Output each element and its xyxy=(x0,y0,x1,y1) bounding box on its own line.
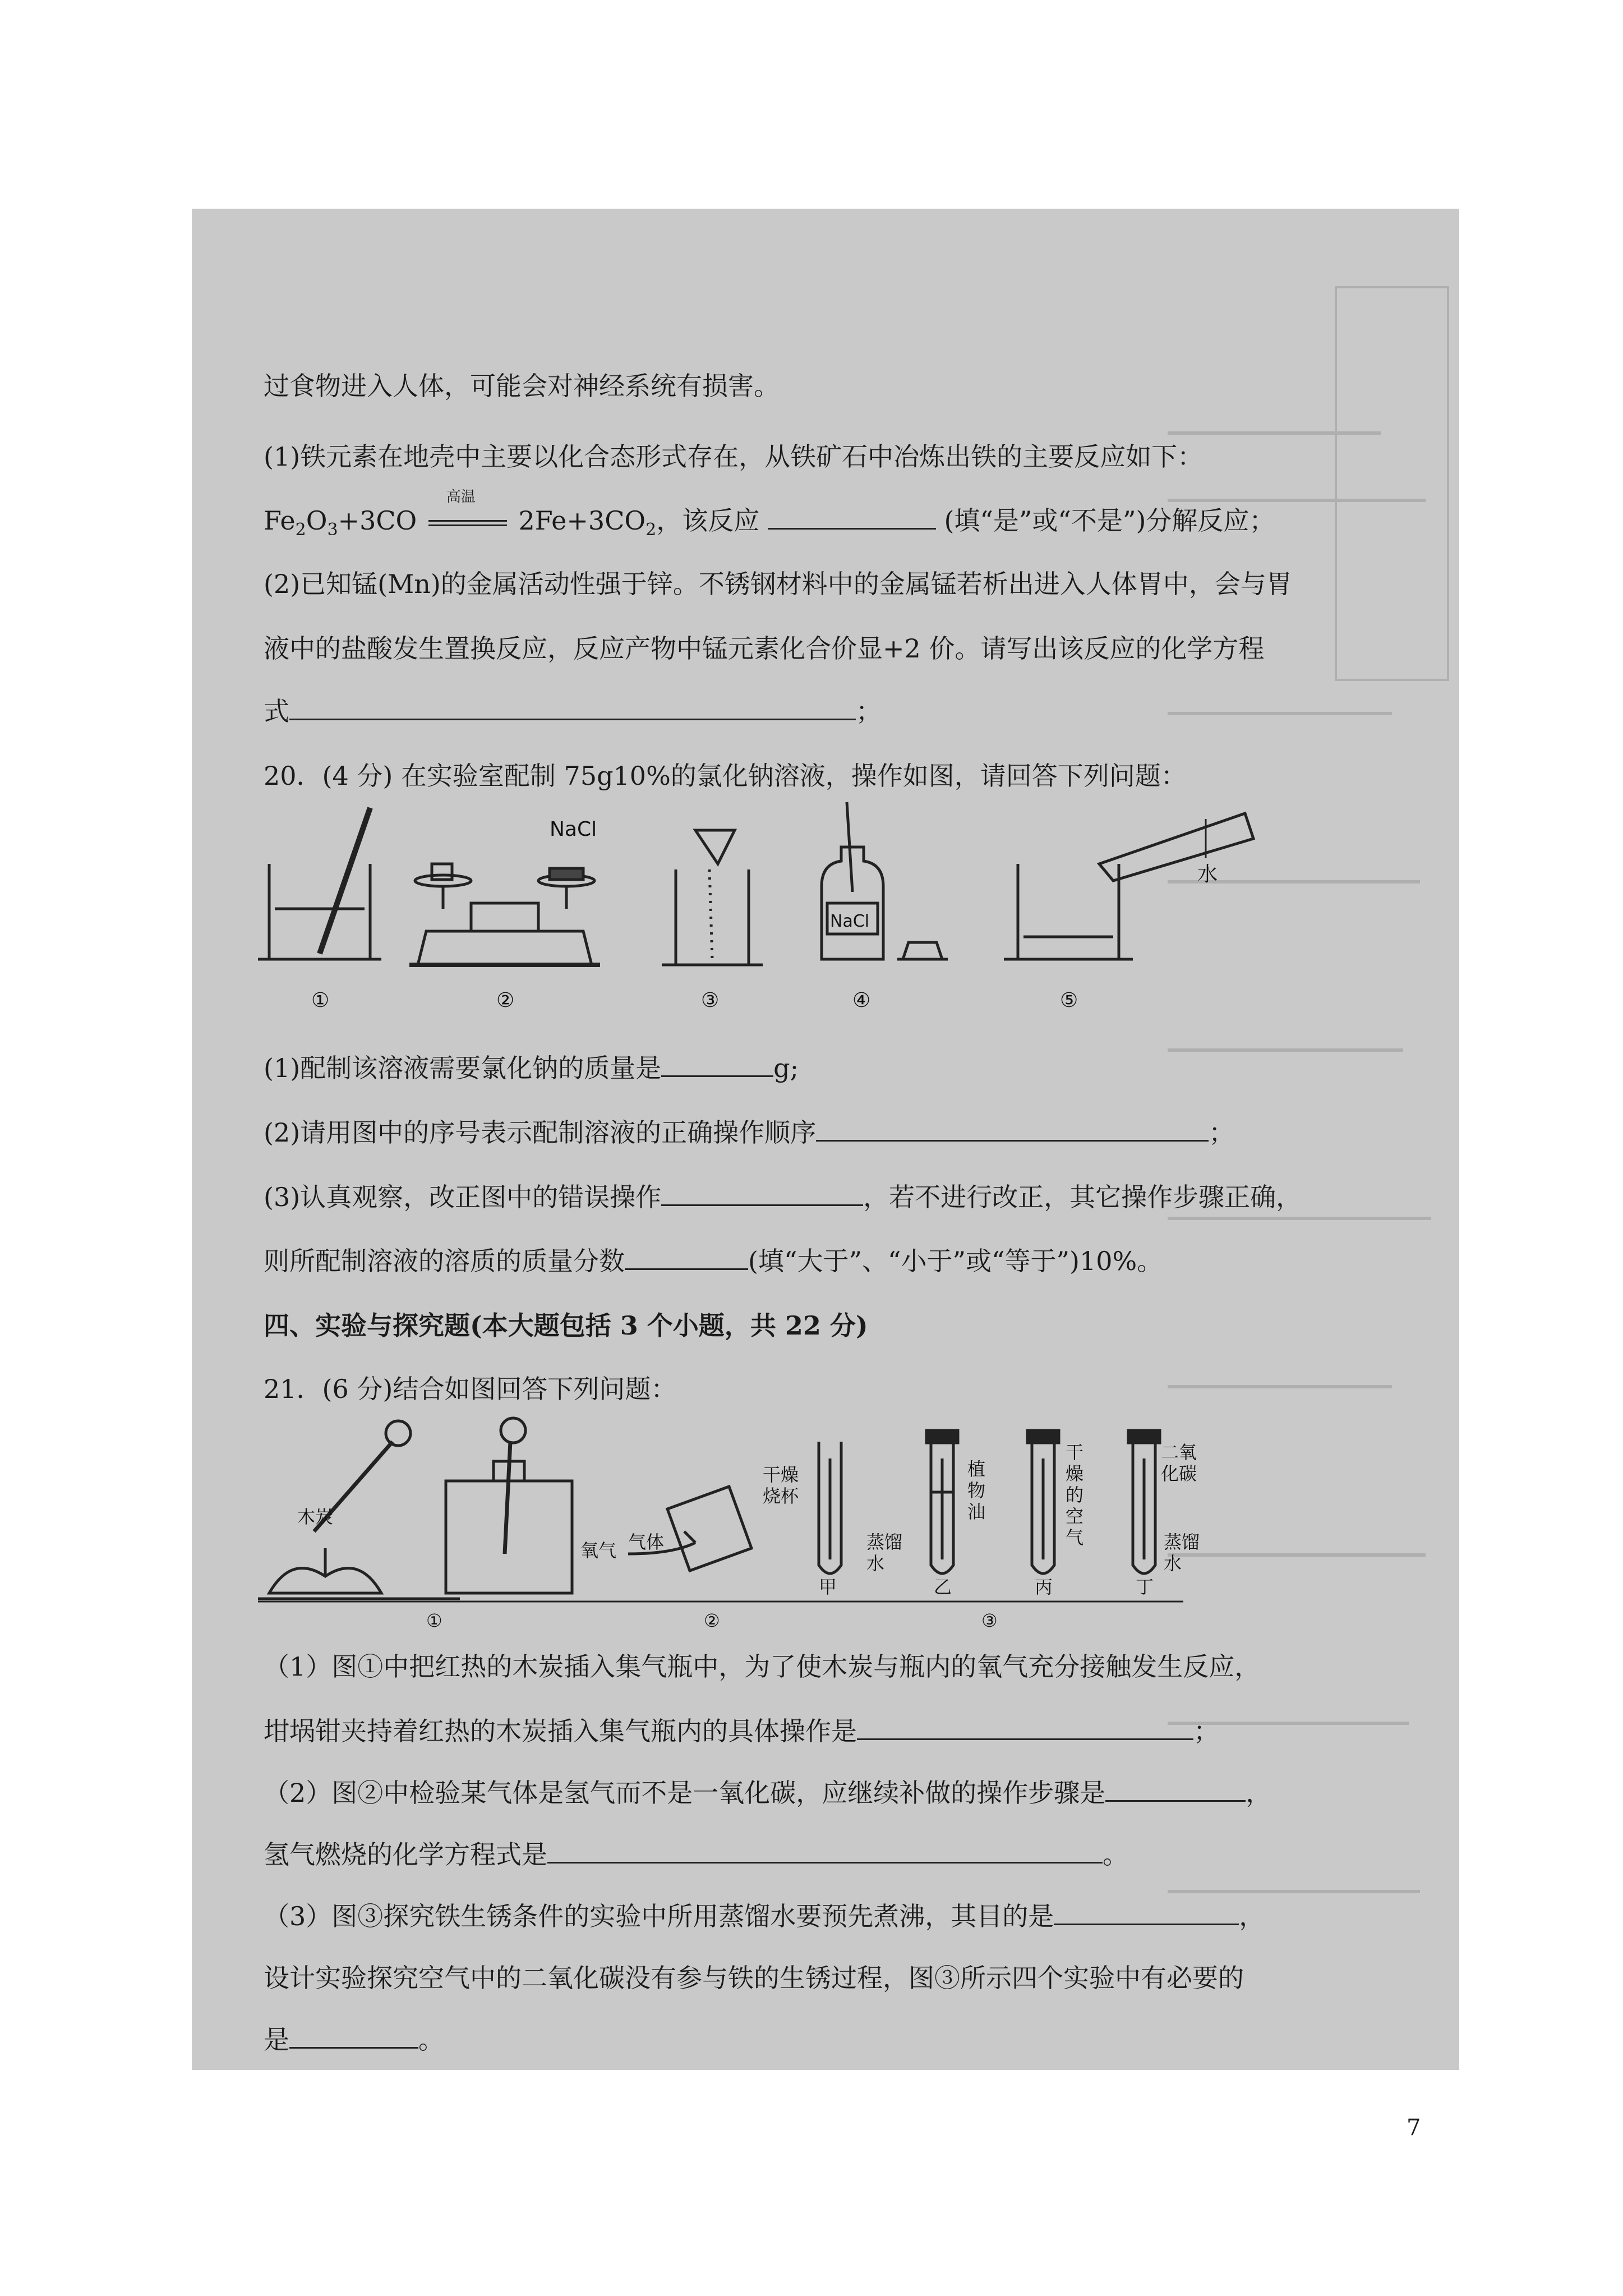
answer-blank-20-3[interactable] xyxy=(661,1182,863,1206)
text-line-6-b: ； xyxy=(856,696,882,726)
nacl-bottle-label: NaCl xyxy=(830,912,870,931)
answer-blank-21-1[interactable] xyxy=(857,1716,1193,1740)
answer-blank-21-3[interactable] xyxy=(547,1839,1103,1864)
dry-air-label-1: 干 xyxy=(1066,1442,1084,1463)
fig20-label-5: ⑤ xyxy=(1060,989,1078,1012)
distilled-label-b-2: 水 xyxy=(1164,1553,1182,1574)
tube-label-jia: 甲 xyxy=(819,1576,837,1598)
co2-label-1: 二氧 xyxy=(1161,1442,1197,1463)
fig21-label-3: ③ xyxy=(981,1610,998,1631)
eq-3co: +3CO xyxy=(338,505,417,536)
tube-label-bing: 丙 xyxy=(1035,1576,1053,1598)
answer-blank-21-5[interactable] xyxy=(289,2024,418,2049)
tube-label-ding: 丁 xyxy=(1136,1576,1154,1598)
fig20-label-4: ④ xyxy=(852,989,871,1012)
q20-3 xyxy=(264,1177,1302,1214)
answer-blank-21-4[interactable] xyxy=(1054,1901,1239,1925)
answer-blank-19-1[interactable] xyxy=(768,505,936,530)
gas-label: 气体 xyxy=(628,1531,665,1553)
question-20: 20．(4 分) 在实验室配制 75g10%的氯化钠溶液，操作如图，请回答下列问题： xyxy=(264,761,1187,791)
q21-3-d-line xyxy=(264,2019,444,2056)
high-temp-label: 高温 xyxy=(446,489,476,505)
distilled-label-b-1: 蒸馏 xyxy=(1164,1531,1200,1553)
water-label: 水 xyxy=(1197,863,1218,886)
q20-2-a: (2)请用图中的序号表示配制溶液的正确操作顺序 xyxy=(264,1117,817,1148)
text-line-6-a: 式 xyxy=(264,696,289,726)
dry-beaker-label-1: 干燥 xyxy=(763,1464,799,1485)
fig20-label-1: ① xyxy=(311,989,330,1012)
q20-1-b: g; xyxy=(773,1053,799,1083)
text-line-4: (2)已知锰(Mn)的金属活动性强于锌。不锈钢材料中的金属锰若析出进入人体胃中，会与胃 xyxy=(264,569,1292,599)
q21-2 xyxy=(264,1773,1271,1810)
q20-3-b: ，若不进行改正，其它操作步骤正确， xyxy=(863,1182,1302,1212)
q21-3-d: 是 xyxy=(264,2024,289,2055)
q20-1-a: (1)配制该溶液需要氯化钠的质量是 xyxy=(264,1053,662,1083)
text-line-1: 过食物进入人体，可能会对神经系统有损害。 xyxy=(264,371,780,401)
q20-4 xyxy=(264,1241,1163,1278)
section-4-heading: 四、实验与探究题(本大题包括 3 个小题，共 22 分) xyxy=(264,1310,868,1341)
veg-oil-label-3: 油 xyxy=(967,1501,986,1522)
q20-3-a: (3)认真观察，改正图中的错误操作 xyxy=(264,1182,662,1212)
q21-2-c: 氢气燃烧的化学方程式是 xyxy=(264,1839,547,1870)
fig20-label-3: ③ xyxy=(701,989,720,1012)
oxygen-label: 氧气 xyxy=(580,1540,617,1561)
answer-blank-20-2[interactable] xyxy=(816,1117,1209,1142)
fig21-label-2: ② xyxy=(704,1610,720,1631)
q20-2 xyxy=(264,1112,1234,1149)
co2-label-2: 化碳 xyxy=(1161,1463,1197,1484)
reaction-condition xyxy=(425,489,510,536)
tube-label-yi: 乙 xyxy=(934,1576,952,1598)
q21-1-c: ； xyxy=(1193,1716,1219,1746)
figure-q21 xyxy=(258,1408,1279,1644)
dry-beaker-label-2: 烧杯 xyxy=(763,1485,799,1507)
q21-2-eq xyxy=(264,1834,1128,1871)
q20-2-b: ； xyxy=(1209,1117,1235,1148)
text-line-5: 液中的盐酸发生置换反应，反应产物中锰元素化合价显+2 价。请写出该反应的化学方程 xyxy=(264,633,1265,664)
q21-3 xyxy=(264,1896,1265,1933)
q20-4-b: (填“大于”、“小于”或“等于”)10%。 xyxy=(748,1246,1163,1276)
text-line-6 xyxy=(264,691,882,728)
eq-products: 2Fe+3CO xyxy=(518,505,646,536)
equation-line: $Fe_2O_3+3CO$ 高温 $2Fe+3CO_2$，该反应 (填“是”或“不是”)分解反应； xyxy=(264,500,1275,540)
q21-2-d: 。 xyxy=(1103,1839,1128,1870)
charcoal-label: 木炭 xyxy=(297,1506,334,1527)
q21-3-c: 设计实验探究空气中的二氧化碳没有参与铁的生锈过程，图③所示四个实验中有必要的 xyxy=(264,1963,1244,1993)
veg-oil-label-2: 物 xyxy=(967,1480,986,1501)
q21-1 xyxy=(264,1711,1219,1748)
dry-air-label-3: 的 xyxy=(1066,1484,1084,1506)
distilled-label-a-2: 水 xyxy=(866,1553,885,1574)
text-line-2: (1)铁元素在地壳中主要以化合态形式存在，从铁矿石中冶炼出铁的主要反应如下： xyxy=(264,441,1204,472)
answer-blank-20-4[interactable] xyxy=(625,1246,748,1270)
dry-air-label-4: 空 xyxy=(1066,1506,1084,1527)
figure-q20 xyxy=(258,797,1279,1021)
q21-1-a: （1）图①中把红热的木炭插入集气瓶中，为了使木炭与瓶内的氧气充分接触发生反应， xyxy=(264,1651,1261,1682)
distilled-label-a-1: 蒸馏 xyxy=(866,1531,903,1553)
q21-3-b: ， xyxy=(1239,1901,1265,1931)
answer-blank-19-2[interactable] xyxy=(289,696,856,720)
question-21: 21．(6 分)结合如图回答下列问题： xyxy=(264,1374,677,1404)
q21-1-b: 坩埚钳夹持着红热的木炭插入集气瓶内的具体操作是 xyxy=(264,1716,857,1746)
q20-4-a: 则所配制溶液的溶质的质量分数 xyxy=(264,1246,625,1276)
q20-1 xyxy=(264,1048,799,1085)
fig21-label-1: ① xyxy=(426,1610,442,1631)
dry-air-label-2: 燥 xyxy=(1066,1463,1084,1484)
q21-3-a: （3）图③探究铁生锈条件的实验中所用蒸馏水要预先煮沸，其目的是 xyxy=(264,1901,1054,1931)
eq-question: (填“是”或“不是”)分解反应； xyxy=(944,505,1275,536)
dry-air-label-5: 气 xyxy=(1066,1527,1084,1548)
q21-2-b: ， xyxy=(1246,1778,1272,1808)
fig20-label-2: ② xyxy=(496,989,515,1012)
eq-o: O xyxy=(306,505,328,536)
eq-fe: Fe xyxy=(264,505,296,536)
answer-blank-21-2[interactable] xyxy=(1105,1778,1246,1802)
veg-oil-label-1: 植 xyxy=(967,1458,986,1480)
nacl-label: NaCl xyxy=(550,818,597,841)
answer-blank-20-1[interactable] xyxy=(661,1053,773,1077)
q21-3-e: 。 xyxy=(418,2024,444,2055)
q21-2-a: （2）图②中检验某气体是氢气而不是一氧化碳，应继续补做的操作步骤是 xyxy=(264,1778,1106,1808)
eq-tail: ，该反应 xyxy=(656,505,760,536)
page-number: 7 xyxy=(1407,2115,1421,2141)
